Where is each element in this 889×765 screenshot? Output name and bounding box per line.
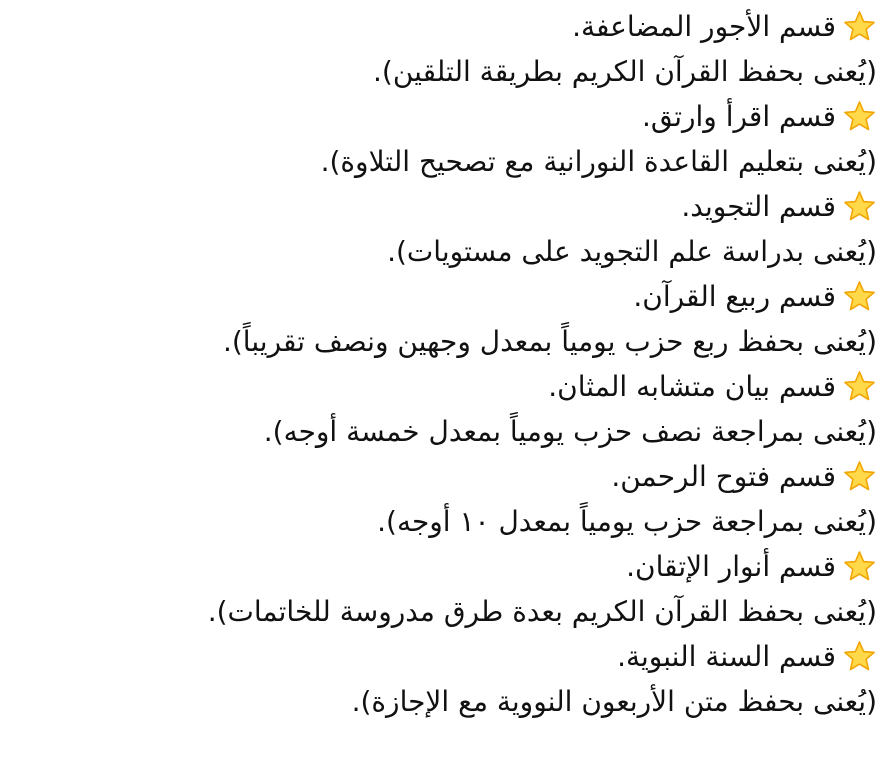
- section-description: (يُعنى بمراجعة حزب يومياً بمعدل ١٠ أوجه).: [377, 505, 877, 538]
- section-description: (يُعنى بتعليم القاعدة النورانية مع تصحيح التلاوة).: [320, 145, 877, 178]
- star-icon: [842, 99, 877, 134]
- star-icon: [842, 9, 877, 44]
- section-title: قسم التجويد.: [681, 190, 836, 223]
- section-title-line: [12, 544, 877, 589]
- section-title: قسم ربيع القرآن.: [633, 280, 836, 313]
- section-title-line: [12, 4, 877, 49]
- section-title-line: [12, 634, 877, 679]
- star-icon: [842, 459, 877, 494]
- section-description: (يُعنى بحفظ ربع حزب يومياً بمعدل وجهين ونصف تقريباً).: [222, 325, 877, 358]
- section-title: قسم بيان متشابه المثان.: [548, 370, 836, 403]
- section-title-line: [12, 454, 877, 499]
- section-description: (يُعنى بحفظ القرآن الكريم بطريقة التلقين).: [373, 55, 877, 88]
- section-description: (يُعنى بدراسة علم التجويد على مستويات).: [387, 235, 877, 268]
- section-title: قسم اقرأ وارتق.: [641, 100, 836, 133]
- section-title-line: [12, 274, 877, 319]
- section-title-line: [12, 364, 877, 409]
- section-title-line: [12, 184, 877, 229]
- section-title: قسم أنوار الإتقان.: [626, 550, 836, 583]
- star-icon: [842, 189, 877, 224]
- section-description: (يُعنى بمراجعة نصف حزب يومياً بمعدل خمسة أوجه).: [263, 415, 877, 448]
- star-icon: [842, 549, 877, 584]
- star-icon: [842, 279, 877, 314]
- section-title: قسم فتوح الرحمن.: [611, 460, 836, 493]
- section-description: (يُعنى بحفظ متن الأربعون النووية مع الإجازة).: [351, 685, 877, 718]
- section-title: قسم الأجور المضاعفة.: [572, 10, 836, 43]
- section-title-line: [12, 94, 877, 139]
- section-description: (يُعنى بحفظ القرآن الكريم بعدة طرق مدروسة للخاتمات).: [207, 595, 877, 628]
- section-title: قسم السنة النبوية.: [617, 640, 836, 673]
- star-icon: [842, 639, 877, 674]
- star-icon: [842, 369, 877, 404]
